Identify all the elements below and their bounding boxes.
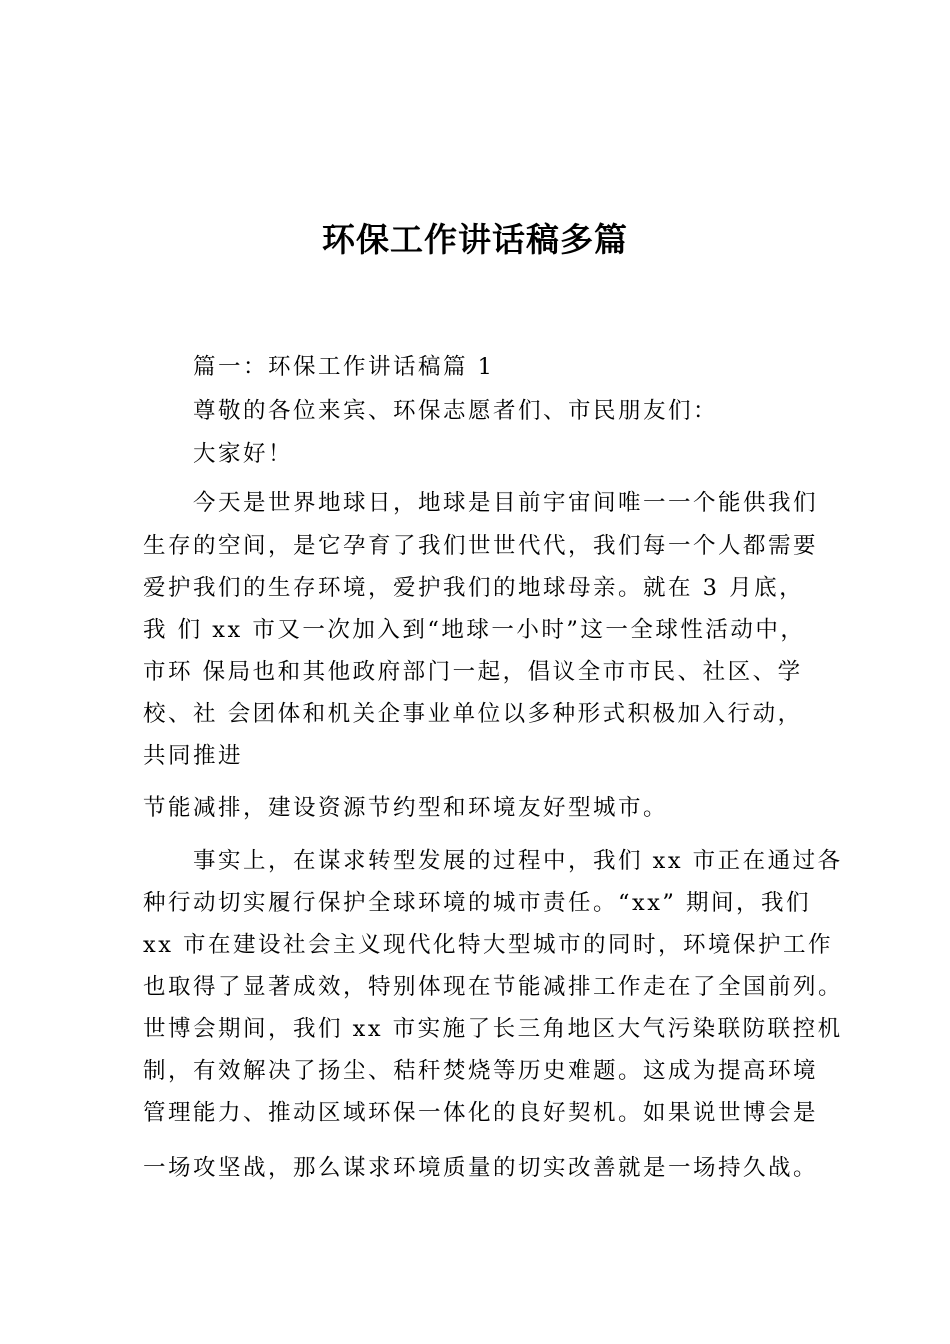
paragraph-line: 市环 保局也和其他政府部门一起，倡议全市市民、社区、学 bbox=[143, 659, 803, 685]
paragraph-line: xx 市在建设社会主义现代化特大型城市的同时，环境保护工作 bbox=[143, 932, 834, 958]
document-title: 环保工作讲话稿多篇 bbox=[322, 220, 628, 259]
paragraph-line: 共同推进 bbox=[143, 743, 244, 769]
paragraph-line: 我 们 xx 市又一次加入到“地球一小时”这一全球性活动中， bbox=[143, 617, 806, 643]
paragraph-line: 生存的空间，是它孕育了我们世世代代，我们每一个人都需要 bbox=[143, 533, 819, 559]
paragraph-line: 节能减排，建设资源节约型和环境友好型城市。 bbox=[143, 795, 669, 821]
paragraph-line: 一场攻坚战，那么谋求环境质量的切实改善就是一场持久战。 bbox=[143, 1155, 819, 1181]
section-heading: 篇一：环保工作讲话稿篇 1 bbox=[193, 354, 495, 380]
paragraph-line: 爱护我们的生存环境，爱护我们的地球母亲。就在 3 月底， bbox=[143, 575, 805, 601]
paragraph-line: 今天是世界地球日，地球是目前宇宙间唯一一个能供我们 bbox=[193, 490, 819, 516]
paragraph-line: 制，有效解决了扬尘、秸秆焚烧等历史难题。这成为提高环境 bbox=[143, 1058, 819, 1084]
paragraph-line: 世博会期间，我们 xx 市实施了长三角地区大气污染联防联控机 bbox=[143, 1016, 843, 1042]
paragraph-line: 管理能力、推动区域环保一体化的良好契机。如果说世博会是 bbox=[143, 1100, 819, 1126]
greeting: 大家好！ bbox=[193, 441, 294, 467]
paragraph-line: 事实上，在谋求转型发展的过程中，我们 xx 市正在通过各 bbox=[193, 848, 843, 874]
paragraph-line: 校、社 会团体和机关企事业单位以多种形式积极加入行动， bbox=[143, 701, 803, 727]
paragraph-line: 种行动切实履行保护全球环境的城市责任。“xx” 期间，我们 bbox=[143, 890, 812, 916]
paragraph-line: 也取得了显著成效，特别体现在节能减排工作走在了全国前列。 bbox=[143, 974, 844, 1000]
salutation: 尊敬的各位来宾、环保志愿者们、市民朋友们： bbox=[193, 398, 719, 424]
